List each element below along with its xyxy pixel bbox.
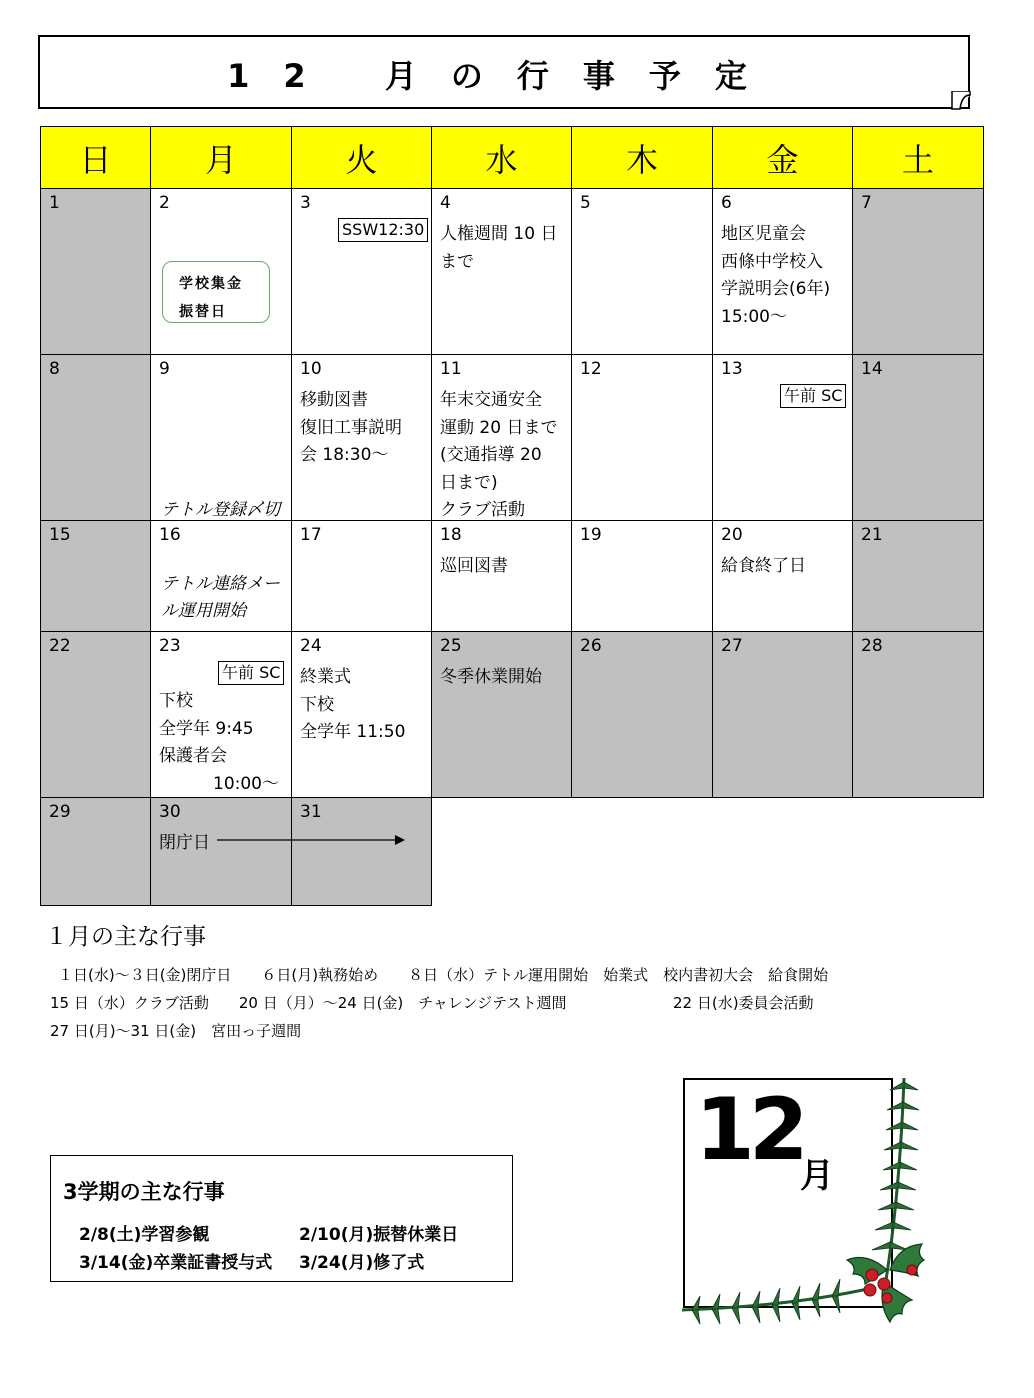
event-text: 学校集金	[179, 276, 243, 292]
day-cell-4	[432, 189, 572, 355]
day-number: 30	[159, 802, 181, 822]
day-number: 20	[721, 525, 743, 545]
day-cell-20	[713, 521, 853, 632]
day-cell-22	[41, 632, 151, 798]
day-cell-2	[151, 189, 292, 355]
day-cell-1	[41, 189, 151, 355]
event-list	[159, 688, 285, 798]
weekday-tue: 火	[292, 127, 432, 189]
january-events-line: 22 日(水)委員会活動	[673, 994, 814, 1012]
event-text: 10:00～	[213, 773, 279, 794]
day-number: 3	[300, 193, 311, 213]
term3-title: 3学期の主な行事	[63, 1180, 225, 1204]
day-cell-15	[41, 521, 151, 632]
day-number: 11	[440, 359, 462, 379]
event-text: 全学年 11:50	[300, 722, 406, 742]
january-events-line: 15 日（水）クラブ活動 20 日（月）～24 日(金) チャレンジテスト週間	[50, 994, 567, 1012]
day-number: 1	[49, 193, 60, 213]
event-text: 振替日	[179, 304, 227, 320]
event-text: 会 18:30～	[300, 445, 389, 465]
january-events-line: 27 日(月)～31 日(金) 宮田っ子週間	[50, 1022, 302, 1040]
day-cell-18	[432, 521, 572, 632]
week-row	[41, 521, 984, 632]
weekday-sat: 土	[853, 127, 984, 189]
page-curl-icon	[950, 91, 972, 111]
event-boxed-label: 午前 SC	[780, 384, 846, 408]
day-number: 8	[49, 359, 60, 379]
day-cell-9	[151, 355, 292, 521]
day-cell-11	[432, 355, 572, 521]
day-cell-14	[853, 355, 984, 521]
day-cell-7	[853, 189, 984, 355]
week-row	[41, 798, 984, 906]
day-number: 15	[49, 525, 71, 545]
january-events-line: １日(水)～３日(金)閉庁日 ６日(月)執務始め ８日（水）テトル運用開始 始業式 校内書初大会 給食開始	[58, 966, 829, 984]
term3-event: 2/10(月)振替休業日	[299, 1225, 459, 1245]
event-text: 日まで)	[440, 472, 498, 493]
weekday-fri: 金	[713, 127, 853, 189]
day-number: 2	[159, 193, 170, 213]
day-number: 21	[861, 525, 883, 545]
weekday-mon: 月	[151, 127, 292, 189]
weekday-thu: 木	[572, 127, 713, 189]
event-list	[300, 664, 425, 747]
day-number: 14	[861, 359, 883, 379]
week-row	[41, 355, 984, 521]
day-number: 5	[580, 193, 591, 213]
closed-period-arrow-icon	[215, 832, 407, 848]
day-number: 13	[721, 359, 743, 379]
empty-cell	[572, 798, 713, 906]
empty-cell	[713, 798, 853, 906]
day-number: 16	[159, 525, 181, 545]
day-cell-25	[432, 632, 572, 798]
day-number: 4	[440, 193, 451, 213]
day-cell-17	[292, 521, 432, 632]
day-number: 19	[580, 525, 602, 545]
event-list	[721, 221, 846, 331]
term3-events-box	[50, 1155, 513, 1282]
weekday-wed: 水	[432, 127, 572, 189]
event-text: まで	[440, 251, 474, 272]
event-text: 巡回図書	[440, 556, 508, 576]
event-list	[440, 221, 565, 276]
event-text: 保護者会	[159, 746, 227, 766]
day-number: 17	[300, 525, 322, 545]
event-text: 下校	[300, 694, 334, 715]
december-card-month: 月	[800, 1156, 834, 1196]
january-events-title: １月の主な行事	[45, 924, 206, 950]
event-badge-collection	[162, 261, 270, 323]
event-text: 年末交通安全	[440, 390, 542, 410]
day-cell-13	[713, 355, 853, 521]
day-number: 24	[300, 636, 322, 656]
week-row	[41, 632, 984, 798]
page-title: 12 月の行事予定	[227, 57, 781, 95]
event-text: 下校	[159, 691, 193, 711]
day-number: 6	[721, 193, 732, 213]
week-row	[41, 189, 984, 355]
term3-event: 3/14(金)卒業証書授与式	[79, 1253, 273, 1273]
event-text: 15:00～	[721, 306, 787, 327]
event-text: 人権週間 10 日	[440, 224, 558, 244]
event-text: 地区児童会	[721, 224, 806, 244]
event-list	[721, 553, 846, 581]
day-number: 29	[49, 802, 71, 822]
event-list	[440, 553, 565, 581]
day-cell-12	[572, 355, 713, 521]
event-boxed-label: SSW12:30	[338, 218, 428, 242]
day-number: 10	[300, 359, 322, 379]
event-text: 冬季休業開始	[440, 667, 542, 687]
event-text: 西條中学校入	[721, 251, 823, 272]
day-number: 22	[49, 636, 71, 656]
event-text: 全学年 9:45	[159, 718, 254, 739]
day-cell-8	[41, 355, 151, 521]
day-cell-16	[151, 521, 292, 632]
empty-cell	[432, 798, 572, 906]
event-text: 終業式	[300, 667, 351, 687]
day-cell-19	[572, 521, 713, 632]
december-card-number: 12	[695, 1080, 803, 1180]
title-banner	[38, 35, 970, 109]
event-list	[440, 664, 565, 692]
holly-branch-icon	[672, 1070, 932, 1340]
day-number: 27	[721, 636, 743, 656]
day-cell-29	[41, 798, 151, 906]
day-number: 25	[440, 636, 462, 656]
event-boxed-label: 午前 SC	[218, 661, 284, 685]
day-number: 12	[580, 359, 602, 379]
event-list	[300, 387, 425, 470]
day-cell-3	[292, 189, 432, 355]
event-list	[440, 387, 565, 525]
day-cell-10	[292, 355, 432, 521]
day-cell-31	[292, 798, 432, 906]
day-number: 18	[440, 525, 462, 545]
event-text: 給食終了日	[721, 556, 806, 576]
event-text: クラブ活動	[440, 500, 525, 520]
event-italic-text: テトル登録〆切	[161, 500, 280, 520]
day-cell-23	[151, 632, 292, 798]
weekday-sun: 日	[41, 127, 151, 189]
empty-cell	[853, 798, 984, 906]
day-cell-5	[572, 189, 713, 355]
weekday-header-row	[41, 127, 984, 189]
day-cell-24	[292, 632, 432, 798]
term3-event: 3/24(月)修了式	[299, 1253, 425, 1273]
day-cell-27	[713, 632, 853, 798]
day-number: 31	[300, 802, 322, 822]
event-italic-text: テトル連絡メー	[161, 574, 280, 594]
event-text: 閉庁日	[159, 833, 210, 853]
day-number: 7	[861, 193, 872, 213]
day-cell-28	[853, 632, 984, 798]
event-text: 運動 20 日まで	[440, 417, 558, 438]
event-text: 移動図書	[300, 390, 368, 410]
term3-event: 2/8(土)学習参観	[79, 1225, 210, 1245]
day-cell-21	[853, 521, 984, 632]
day-number: 26	[580, 636, 602, 656]
day-number: 28	[861, 636, 883, 656]
day-cell-26	[572, 632, 713, 798]
day-number: 23	[159, 636, 181, 656]
event-text: 復旧工事説明	[300, 417, 402, 438]
day-cell-6	[713, 189, 853, 355]
day-cell-30	[151, 798, 292, 906]
calendar-table	[40, 126, 984, 906]
event-text: 学説明会(6年)	[721, 279, 831, 299]
event-italic-text: ル運用開始	[161, 601, 246, 621]
event-text: (交通指導 20	[440, 445, 542, 465]
day-number: 9	[159, 359, 170, 379]
